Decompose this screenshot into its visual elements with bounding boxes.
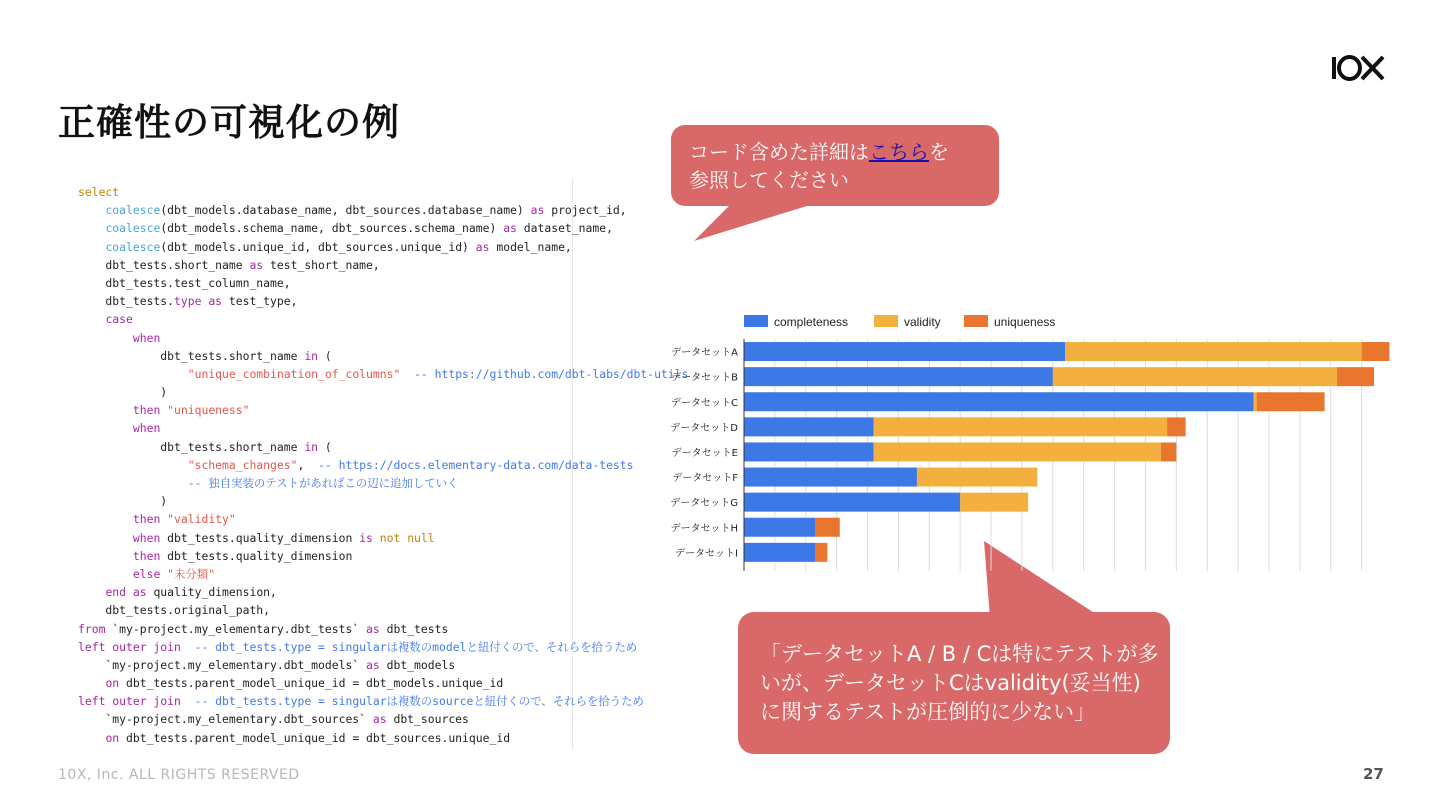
code-token: on (105, 676, 120, 691)
code-token (181, 694, 195, 708)
code-token: as (372, 712, 387, 727)
code-token: coalesce (105, 221, 161, 236)
code-line (78, 674, 572, 692)
code-token: from (78, 621, 106, 636)
bar-segment (744, 543, 815, 562)
code-token: , (297, 457, 319, 472)
code-line (78, 529, 572, 547)
code-line (78, 620, 572, 638)
code-token: type (174, 294, 202, 309)
bar-segment (874, 417, 1167, 436)
code-line (78, 510, 572, 528)
code-token: "未分類" (167, 566, 216, 581)
code-token (78, 331, 133, 345)
code-token: in (304, 439, 319, 454)
callout-top-line1-after: を (929, 140, 949, 164)
bar-segment (1362, 342, 1390, 361)
code-line (78, 656, 572, 674)
code-token: `my-project.my_elementary.dbt_tests` (105, 621, 367, 636)
code-token: as (366, 657, 380, 672)
code-token: then (132, 512, 161, 527)
sql-code-block (58, 178, 689, 750)
bar-segment (1065, 342, 1361, 361)
code-token: left outer join (78, 639, 181, 654)
bar-segment (744, 367, 1053, 386)
code-token: dbt_tests.parent_model_unique_id = dbt_sources.unique_id (119, 730, 511, 745)
bar-segment (744, 342, 1065, 361)
code-token: select (78, 185, 120, 199)
bar-segment (874, 442, 1161, 461)
code-token (78, 312, 105, 326)
bar-segment (744, 518, 815, 537)
code-token: else (132, 566, 161, 581)
code-token: `my-project.my_elementary.dbt_models` (78, 657, 367, 672)
callout-top-line2: 参照してください (689, 168, 849, 192)
code-token: dbt_sources (386, 712, 469, 727)
code-token: -- dbt_tests.type = singularは複数のsourceと紐付くので、それらを拾うため (194, 694, 644, 709)
code-line (78, 347, 572, 365)
code-token (78, 567, 133, 581)
footer-copyright: 10X, Inc. ALL RIGHTS RESERVED (58, 767, 300, 783)
code-token: ) (78, 385, 168, 400)
bar-segment (1161, 442, 1176, 461)
code-token: dbt_tests (379, 621, 449, 636)
details-link[interactable]: こちら (869, 140, 929, 164)
code-token: case (105, 312, 133, 327)
code-line (78, 456, 634, 474)
code-line (78, 565, 572, 583)
code-token: (dbt_models.unique_id, dbt_sources.unique_id) (160, 239, 476, 254)
code-line (78, 692, 644, 710)
code-token (78, 676, 105, 690)
code-token: -- https://docs.elementary-data.com/data-tests (318, 457, 634, 472)
code-token: end (105, 585, 127, 600)
code-token: "validity" (167, 512, 236, 527)
code-token (78, 531, 133, 545)
code-token: then (132, 548, 161, 563)
code-token: as (503, 221, 517, 236)
category-label: データセットC (671, 397, 738, 409)
code-token: "unique_combination_of_columns" (187, 366, 401, 381)
code-token (78, 403, 133, 417)
legend-label: validity (904, 315, 941, 329)
code-token: model_name, (489, 239, 572, 254)
category-label: データセットF (672, 473, 738, 485)
category-label: データセットH (670, 523, 738, 535)
code-token (400, 367, 414, 381)
code-line (78, 310, 572, 328)
code-line (78, 365, 689, 383)
code-token: in (304, 348, 319, 363)
legend-swatch (744, 315, 768, 327)
code-line (78, 401, 572, 419)
bar-segment (744, 468, 917, 487)
code-token: dbt_tests.short_name (78, 348, 305, 363)
code-line (78, 238, 572, 256)
code-token: dbt_tests.test_column_name, (78, 275, 291, 290)
legend-label: uniqueness (994, 315, 1056, 329)
code-line (78, 438, 572, 456)
code-token: dbt_tests.quality_dimension (160, 548, 353, 563)
10x-logo (1330, 54, 1386, 82)
code-token: is (359, 530, 373, 545)
callout-bottom-text: 「データセットA / B / Cは特にテストが多いが、データセットCはvalidity(妥当性)に関するテストが圧倒的に少ない」 (760, 642, 1159, 724)
bar-segment (744, 417, 874, 436)
code-token (126, 585, 133, 599)
bar-segment (1254, 392, 1257, 411)
code-token: dbt_tests.original_path, (78, 603, 271, 618)
code-token: ( (318, 348, 332, 363)
code-token: as (530, 203, 545, 218)
callout-top-line1-before: コード含めた詳細は (689, 140, 869, 164)
code-token: dbt_models (379, 657, 456, 672)
code-token: then (132, 403, 161, 418)
bar-segment (1257, 392, 1325, 411)
code-token: test_type, (222, 294, 298, 309)
code-token: left outer join (78, 694, 181, 709)
code-line (78, 219, 613, 237)
code-line (78, 329, 572, 347)
code-line (78, 710, 572, 728)
code-token (181, 640, 195, 654)
code-token: `my-project.my_elementary.dbt_sources` (78, 712, 373, 727)
category-label: データセットE (671, 447, 738, 459)
code-token: as (366, 621, 380, 636)
code-token: as (208, 294, 223, 309)
legend-swatch (964, 315, 988, 327)
code-token: dbt_tests. (78, 294, 175, 309)
category-label: データセットB (671, 372, 738, 384)
bar-segment (744, 392, 1254, 411)
code-token: dbt_tests.short_name (78, 257, 250, 272)
code-line (78, 601, 572, 619)
code-token: as (132, 585, 147, 600)
code-line (78, 474, 572, 492)
bar-segment (744, 442, 874, 461)
category-label: データセットD (670, 422, 738, 434)
code-token: project_id, (544, 203, 627, 218)
code-token: as (249, 257, 264, 272)
code-token: "schema_changes" (187, 457, 298, 472)
legend-label: completeness (774, 315, 849, 329)
slide-title: 正確性の可視化の例 (58, 101, 400, 144)
code-token: not null (379, 530, 435, 545)
test-count-bar-chart (660, 305, 1400, 580)
code-token: coalesce (105, 203, 161, 218)
code-token: dbt_tests.parent_model_unique_id = dbt_models.unique_id (119, 676, 504, 691)
code-line (78, 383, 572, 401)
code-token (78, 221, 105, 235)
code-token: when (132, 330, 161, 345)
code-line (78, 201, 627, 219)
code-line (78, 292, 572, 310)
code-line (78, 419, 572, 437)
code-line (78, 547, 572, 565)
code-token: (dbt_models.schema_name, dbt_sources.schema_name) (160, 221, 504, 236)
code-token: dbt_tests.quality_dimension (160, 530, 360, 545)
code-token (78, 240, 105, 254)
code-token (78, 585, 105, 599)
code-token: coalesce (105, 239, 161, 254)
bar-segment (1053, 367, 1337, 386)
code-token: (dbt_models.database_name, dbt_sources.database_name) (160, 203, 531, 218)
code-token (373, 531, 380, 545)
callout-bottom (738, 612, 1170, 754)
bar-segment (1337, 367, 1374, 386)
callout-top (671, 125, 999, 206)
bar-segment (960, 493, 1028, 512)
callout-top-tail (694, 200, 810, 241)
code-token: -- https://github.com/dbt-labs/dbt-utils (414, 366, 689, 381)
bar-segment (744, 493, 960, 512)
code-token: as (475, 239, 490, 254)
code-token: when (132, 421, 161, 436)
page-number: 27 (1363, 765, 1384, 783)
code-token (78, 458, 188, 472)
callout-top-text (689, 138, 949, 194)
code-token: "uniqueness" (167, 403, 250, 418)
category-label: データセットI (675, 548, 738, 560)
code-token: ) (78, 494, 168, 509)
code-line (78, 274, 572, 292)
code-token (78, 549, 133, 563)
code-token: dbt_tests.short_name (78, 439, 305, 454)
code-token: on (105, 730, 120, 745)
bar-segment (815, 518, 840, 537)
category-label: データセットG (670, 498, 738, 510)
code-token (78, 367, 188, 381)
code-token: test_short_name, (263, 257, 380, 272)
code-token (78, 731, 105, 745)
bar-segment (1167, 417, 1186, 436)
code-line (78, 583, 572, 601)
code-token (78, 421, 133, 435)
sql-code (58, 178, 689, 747)
legend-swatch (874, 315, 898, 327)
code-token: quality_dimension, (146, 585, 277, 600)
code-line (78, 729, 572, 747)
code-token (78, 476, 188, 490)
bar-segment (917, 468, 1037, 487)
code-token: when (132, 530, 161, 545)
code-token (78, 203, 105, 217)
code-line (78, 492, 572, 510)
code-token: -- dbt_tests.type = singularは複数のmodelと紐付くので、それらを拾うため (194, 639, 638, 654)
code-token (78, 512, 133, 526)
code-line (78, 256, 572, 274)
code-token: -- 独自実装のテストがあればこの辺に追加していく (187, 476, 459, 490)
category-label: データセットA (671, 347, 738, 359)
code-line (78, 638, 638, 656)
bar-segment (815, 543, 827, 562)
code-token: dataset_name, (516, 221, 613, 236)
code-line (78, 183, 572, 201)
code-token: ( (318, 439, 332, 454)
